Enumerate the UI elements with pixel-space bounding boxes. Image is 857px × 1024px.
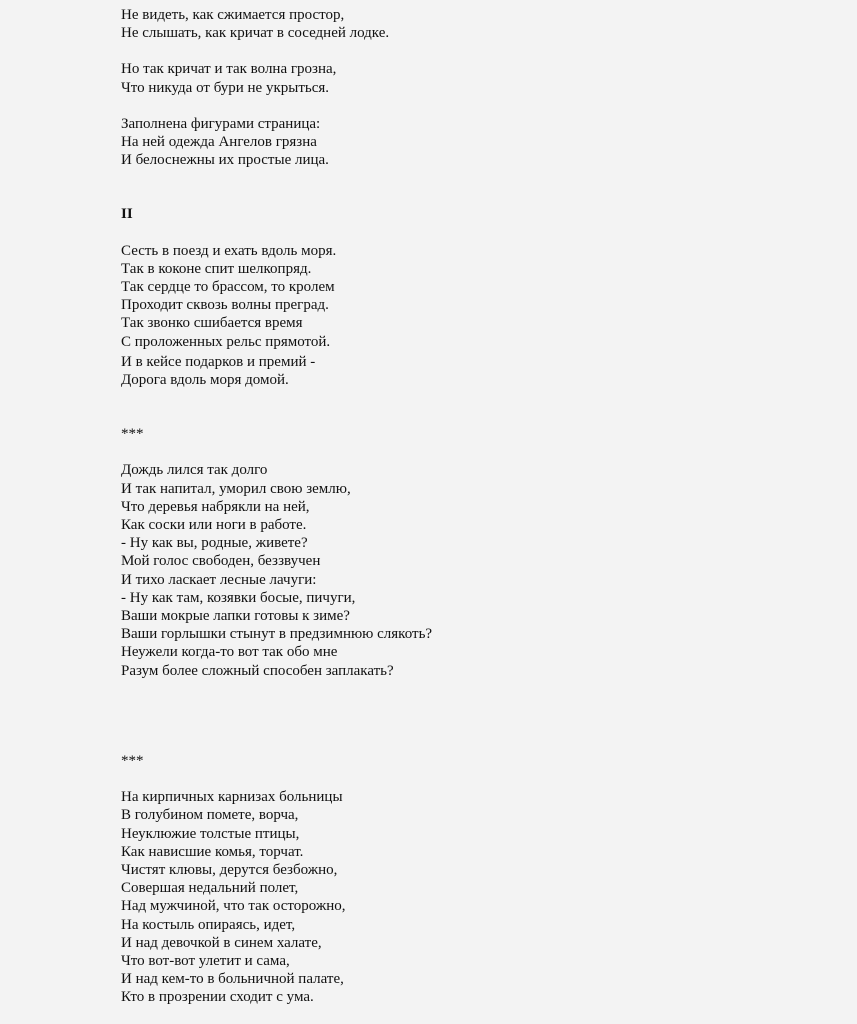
document-page — [121, 6, 841, 1007]
section-separator: *** — [121, 752, 144, 769]
poem-line: С проложенных рельс прямотой. — [121, 333, 331, 350]
poem-line: Неужели когда-то вот так обо мне — [121, 644, 338, 661]
stanza — [121, 353, 841, 389]
poem-line: Что вот-вот улетит и сама, — [121, 952, 290, 969]
stanza — [121, 461, 841, 679]
poem-line: - Ну как там, козявки босые, пичуги, — [121, 589, 356, 606]
poem-line: Так сердце то брассом, то кролем — [121, 279, 335, 296]
poem-line: Мой голос свободен, беззвучен — [121, 553, 321, 570]
poem-line: И в кейсе подарков и премий - — [121, 353, 316, 370]
poem-line: Что деревья набрякли на ней, — [121, 498, 310, 515]
poem-line: На костыль опираясь, идет, — [121, 916, 296, 933]
poem-line: Что никуда от бури не укрыться. — [121, 79, 330, 96]
stanza — [121, 6, 841, 42]
poem-line: Как соски или ноги в работе. — [121, 517, 307, 534]
stanza — [121, 242, 841, 351]
poem-line: Кто в прозрении сходит с ума. — [121, 989, 314, 1006]
poem-line: И так напитал, уморил свою землю, — [121, 480, 351, 497]
poem-line: Как нависшие комья, торчат. — [121, 843, 304, 860]
poem-line: Проходит сквозь волны преград. — [121, 297, 329, 314]
poem-line: Неуклюжие толстые птицы, — [121, 825, 300, 842]
poem-line: Разум более сложный способен заплакать? — [121, 662, 394, 679]
poem-line: Ваши мокрые лапки готовы к зиме? — [121, 608, 350, 625]
poem-line: Над мужчиной, что так осторожно, — [121, 898, 346, 915]
poem-line: Но так кричат и так волна грозна, — [121, 61, 337, 78]
section-heading: II — [121, 206, 133, 223]
poem-line: Чистят клювы, дерутся безбожно, — [121, 861, 338, 878]
stanza — [121, 788, 841, 1006]
poem-line: Так в коконе спит шелкопряд. — [121, 260, 312, 277]
poem-line: И над девочкой в синем халате, — [121, 934, 322, 951]
poem-line: И белоснежны их простые лица. — [121, 152, 329, 169]
poem-line: В голубином помете, ворча, — [121, 807, 299, 824]
stanza — [121, 115, 841, 170]
poem-line: Не слышать, как кричат в соседней лодке. — [121, 25, 390, 42]
poem-line: Совершая недальний полет, — [121, 880, 299, 897]
poem-line: Дождь лился так долго — [121, 462, 268, 479]
poem-line: Заполнена фигурами страница: — [121, 115, 321, 132]
poem-line: Так звонко сшибается время — [121, 315, 303, 332]
poem-line: На кирпичных карнизах больницы — [121, 789, 343, 806]
poem-line: - Ну как вы, родные, живете? — [121, 535, 308, 552]
poem-line: Не видеть, как сжимается простор, — [121, 7, 345, 23]
poem-line: На ней одежда Ангелов грязна — [121, 134, 317, 151]
section-separator: *** — [121, 426, 144, 443]
poem-line: И тихо ласкает лесные лачуги: — [121, 571, 317, 588]
stanza — [121, 60, 841, 96]
poem-line: И над кем-то в больничной палате, — [121, 971, 344, 988]
poem-line: Сесть в поезд и ехать вдоль моря. — [121, 242, 337, 259]
poem-line: Ваши горлышки стынут в предзимнюю слякоть? — [121, 626, 433, 643]
poem-line: Дорога вдоль моря домой. — [121, 372, 289, 389]
